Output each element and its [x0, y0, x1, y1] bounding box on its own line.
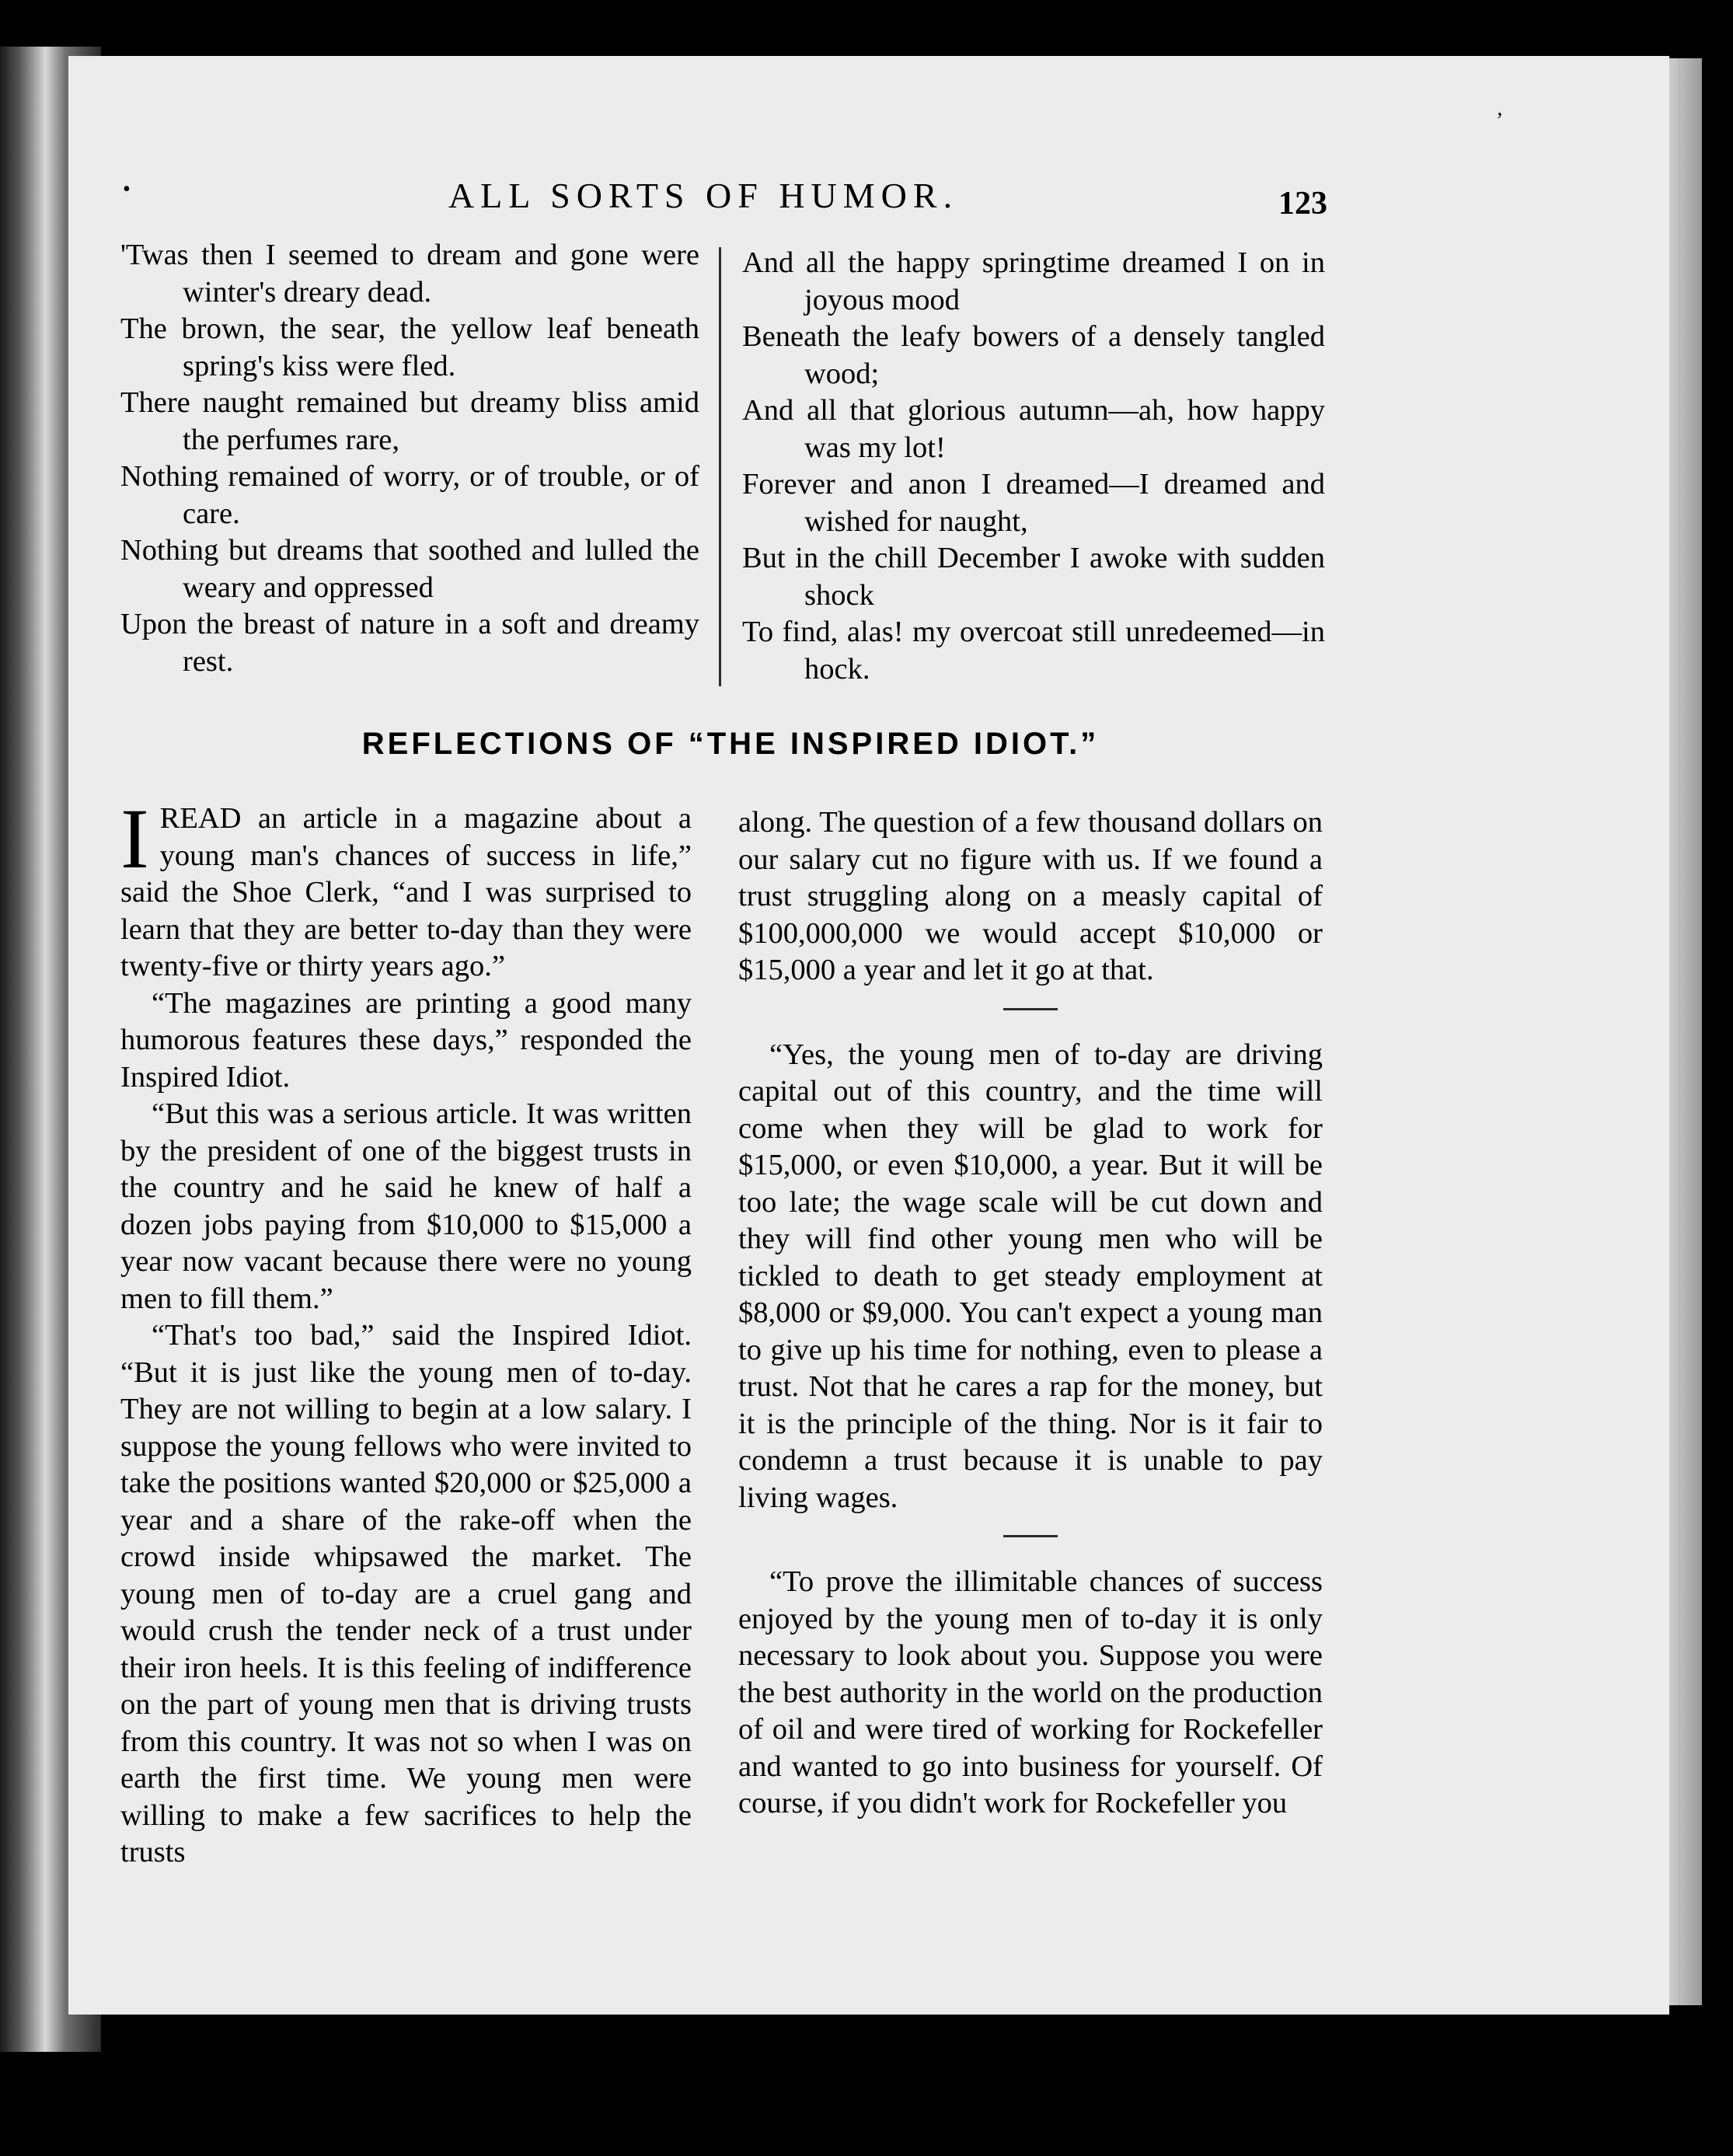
poem-line: Nothing but dreams that soothed and lulled the weary and oppressed: [120, 534, 699, 604]
poem-left-column: [120, 237, 699, 680]
article-paragraph: “That's too bad,” said the Inspired Idiot. “But it is just like the young men of to-day. They are not willing to begin at a low salary. I suppose the young fellows who were invited to take the positions wanted $20,000 or $25,000 a year and a share of the rake-off when the crowd inside whipsawed the market. The young men of to-day are a cruel gang and would crush the tender neck of a trust under their iron heels. It is this feeling of indifference on the part of young men that is driving trusts from this country. It was not so when I was on earth the first time. We young men were willing to make a few sacrifices to help the trusts: [120, 1319, 692, 1868]
poem-line: The brown, the sear, the yellow leaf beneath spring's kiss were fled.: [120, 312, 699, 382]
poem-line: Forever and anon I dreamed—I dreamed and wished for naught,: [742, 468, 1325, 538]
article-title: REFLECTIONS OF “THE INSPIRED IDIOT.”: [361, 727, 1100, 761]
article-paragraph: [120, 791, 692, 986]
poem-line: And all the happy springtime dreamed I on in joyous mood: [742, 246, 1325, 316]
poem-line: Upon the breast of nature in a soft and dreamy rest.: [120, 608, 699, 678]
section-break-rule: [1003, 1535, 1058, 1537]
article-paragraph: “But this was a serious article. It was written by the president of one of the biggest trusts in the country and he said he knew of half a dozen jobs paying from $10,000 to $15,000 a year now vacant because there were no young men to fill them.”: [120, 1097, 692, 1315]
column-rule: [719, 247, 721, 686]
article-left-column: [120, 791, 692, 1872]
poem-right-column: [742, 245, 1325, 688]
poem-line: And all that glorious autumn—ah, how happy was my lot!: [742, 394, 1325, 464]
poem-line: 'Twas then I seemed to dream and gone were winter's dreary dead.: [120, 239, 699, 309]
paragraph-text: READ an article in a magazine about a young man's chances of success in life,” said the Shoe Clerk, “and I was surprised to learn that they are better to-day than they were twenty-five or thirty years ago.”: [120, 802, 692, 982]
article-paragraph: “The magazines are printing a good many humorous features these days,” responded the Inspired Idiot.: [120, 986, 692, 1094]
running-title: ALL SORTS OF HUMOR.: [448, 176, 959, 215]
print-mark: •: [123, 177, 131, 201]
poem-line: Beneath the leafy bowers of a densely tangled wood;: [742, 320, 1325, 390]
drop-cap: I: [120, 791, 149, 886]
page-number: 123: [1278, 186, 1327, 222]
article-paragraph: “Yes, the young men of to-day are driving capital out of this country, and the time will come when they will be glad to work for $15,000, or even $10,000, a year. But it will be too late; the wage scale will be cut down and they will find other young men who will be tickled to death to get steady employment at $8,000 or $9,000. You can't expect a young man to give up his time for nothing, even to please a trust. Not that he cares a rap for the money, but it is the principle of the thing. Nor is it fair to condemn a trust because it is unable to pay living wages.: [738, 1038, 1323, 1514]
poem-line: To find, alas! my overcoat still unredeemed—in hock.: [742, 616, 1325, 686]
article-paragraph: along. The question of a few thousand dollars on our salary cut no figure with us. If we found a trust struggling along on a measly capital of $100,000,000 we would accept $10,000 or $15,000 a year and let it go at that.: [738, 806, 1323, 986]
poem-line: Nothing remained of worry, or of trouble, or of care.: [120, 460, 699, 530]
poem-line: There naught remained but dreamy bliss amid the perfumes rare,: [120, 386, 699, 456]
poem-line: But in the chill December I awoke with sudden shock: [742, 542, 1325, 612]
page-edge-line: [1679, 58, 1680, 2005]
section-break-rule: [1003, 1008, 1058, 1010]
article-right-column: [738, 804, 1323, 1823]
article-paragraph: “To prove the illimitable chances of success enjoyed by the young men of to-day it is only necessary to look about you. Suppose you were the best authority in the world on the production of oil and were tired of working for Rockefeller and wanted to go into business for yourself. Of course, if you didn't work for Rockefeller you: [738, 1565, 1323, 1819]
print-mark: ’: [1496, 109, 1504, 133]
